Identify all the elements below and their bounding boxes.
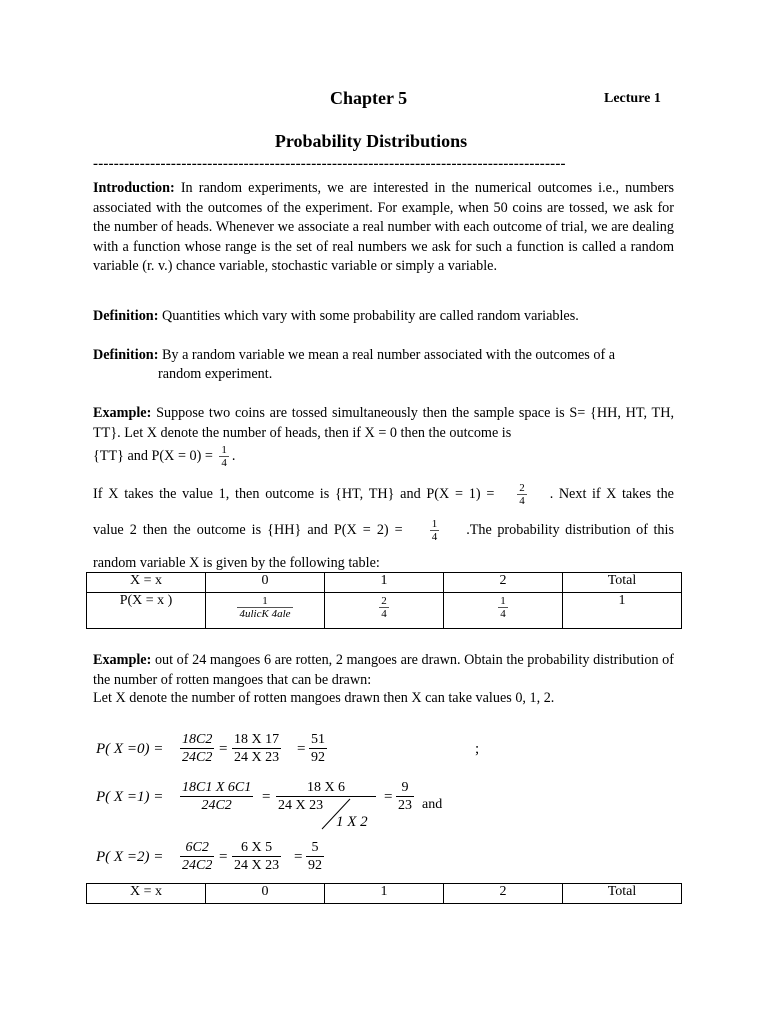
example-2-text: out of 24 mangoes 6 are rotten, 2 mangoes are drawn. Obtain the probability distribution of the number of rotten mangoes that can be drawn: (93, 652, 674, 688)
table-row (87, 573, 682, 593)
example-1-line-5 (93, 518, 674, 543)
table-header-cell: Total (563, 884, 682, 904)
example-1-line-3 (93, 444, 235, 469)
example-1-line-5-text: value 2 then the outcome is {HH} and P(X = 2) = (93, 522, 403, 538)
equation-2-combination-fraction (180, 839, 214, 874)
fraction-denominator: 4 (500, 608, 506, 620)
definition-2-continuation: random experiment. (158, 366, 273, 382)
table-header-cell: 1 (325, 884, 444, 904)
semicolon: ; (475, 741, 480, 757)
fraction-denominator: 92 (311, 750, 325, 765)
example-1-paragraph (93, 404, 674, 443)
probability-table-1 (86, 572, 682, 629)
table-header-cell: 0 (206, 573, 325, 593)
fraction-denominator: 24C2 (182, 750, 213, 765)
table-row (87, 884, 682, 904)
equation-2-product-fraction (232, 839, 281, 874)
equals-sign: = (262, 789, 271, 805)
fraction-denominator: 24 X 23 (234, 750, 280, 765)
fraction-denominator: 24 X 23 (234, 858, 280, 873)
divider: ------------------------------------------------------------------------------------------- (93, 156, 566, 172)
equals-sign: = (219, 741, 228, 757)
equation-1-combination-fraction (180, 779, 253, 814)
table-header-cell: 1 (325, 573, 444, 593)
fraction-denominator: 4 (221, 457, 227, 469)
fraction-one-quarter (219, 444, 229, 469)
definition-2-text: By a random variable we mean a real number associated with the outcomes of a (158, 347, 616, 363)
fraction-numerator: 2 (381, 595, 387, 607)
table-header-cell: Total (563, 573, 682, 593)
table-cell: 1 (563, 593, 682, 629)
equation-1-extra-factor: 1 X 2 (336, 814, 368, 830)
equation-0-combination-fraction (180, 731, 214, 766)
fraction-numerator: 6C2 (180, 839, 214, 857)
cell-fraction (379, 595, 389, 620)
example-1-line-3-end: . (231, 447, 236, 464)
example-1-line-3-text: {TT} and P(X = 0) = (93, 447, 217, 464)
table-header-cell: X = x (87, 573, 206, 593)
fraction-denominator: 4ulicK 4ale (239, 608, 291, 620)
fraction-denominator: 24 X 23 (278, 798, 324, 813)
cell-fraction (237, 595, 292, 620)
table-row-label: P(X = x ) (87, 593, 206, 629)
fraction-numerator: 9 (396, 779, 414, 797)
fraction-one-quarter-b (430, 518, 440, 543)
fraction-denominator: 24C2 (201, 798, 232, 813)
intro-paragraph (93, 179, 674, 277)
table-cell (206, 593, 325, 629)
example-2-paragraph (93, 651, 674, 690)
example-1-line-4-end: . Next if X takes the (549, 486, 674, 502)
intro-text: In random experiments, we are interested in the numerical outcomes i.e., numbers associated with the outcomes of the experiment. For example, when 50 coins are tossed, we ask for the number of heads. Whenever we associate a real number with each outcome of trial, we are dealing with a function whose range is the set of real numbers we ask for such a function is called a random variable (r. v.) chance variable, stochastic variable or simply a variable. (93, 180, 674, 274)
table-header-cell: 2 (444, 573, 563, 593)
table-row (87, 593, 682, 629)
equation-2-lhs: P( X =2) = (96, 849, 164, 865)
example-2-line-3: Let X denote the number of rotten mangoes drawn then X can take values 0, 1, 2. (93, 690, 555, 706)
equation-0-result-fraction (309, 731, 327, 766)
cell-fraction (498, 595, 508, 620)
example-1-line-4-text: If X takes the value 1, then outcome is {HT, TH} and P(X = 1) = (93, 486, 495, 502)
equation-1-result-fraction (396, 779, 414, 814)
example-2-label: Example: (93, 652, 152, 668)
equals-sign: = (219, 849, 228, 865)
table-cell (325, 593, 444, 629)
chapter-heading: Chapter 5 (330, 88, 408, 108)
fraction-numerator: 18C1 X 6C1 (182, 780, 252, 795)
page-title: Probability Distributions (274, 131, 468, 151)
definition-1-label: Definition: (93, 308, 159, 324)
fraction-numerator: 2 (519, 482, 525, 494)
fraction-numerator: 1 (237, 595, 292, 608)
fraction-numerator: 18C2 (182, 732, 213, 747)
intro-label: Introduction: (93, 180, 175, 196)
fraction-numerator: 1 (431, 518, 438, 530)
table-cell (444, 593, 563, 629)
definition-1-text: Quantities which vary with some probability are called random variables. (158, 308, 579, 324)
probability-table-2 (86, 883, 682, 904)
fraction-denominator: 23 (398, 798, 412, 813)
definition-2 (93, 346, 693, 366)
lecture-label: Lecture 1 (604, 91, 661, 106)
fraction-two-quarters (517, 482, 527, 507)
equals-sign: = (384, 789, 393, 805)
fraction-denominator: 24C2 (182, 858, 213, 873)
fraction-denominator: 4 (381, 608, 387, 620)
and-word: and (422, 797, 443, 812)
definition-2-label: Definition: (93, 347, 159, 363)
fraction-numerator: 5 (306, 839, 324, 857)
equation-2-result-fraction (306, 839, 324, 874)
fraction-numerator: 51 (311, 732, 325, 747)
equals-sign: = (294, 849, 303, 865)
example-1-label: Example: (93, 405, 152, 421)
definition-1 (93, 307, 674, 327)
equation-0-lhs: P( X =0) = (96, 741, 164, 757)
fraction-numerator: 1 (221, 444, 227, 456)
example-1-line-4 (93, 482, 674, 507)
table-header-cell: 2 (444, 884, 563, 904)
table-header-cell: X = x (87, 884, 206, 904)
equation-1-lhs: P( X =1) = (96, 789, 164, 805)
fraction-numerator: 6 X 5 (232, 839, 281, 857)
equals-sign: = (297, 741, 306, 757)
equation-0-product-fraction (232, 731, 281, 766)
fraction-denominator: 92 (308, 858, 322, 873)
fraction-denominator: 4 (519, 495, 525, 507)
table-header-cell: 0 (206, 884, 325, 904)
example-1-line-5-end: .The probability distribution of this (466, 522, 674, 538)
example-1-text: Suppose two coins are tossed simultaneously then the sample space is S= {HH, HT, TH, TT}. Let X denote the number of heads, then if X = 0 then the outcome is (93, 405, 674, 441)
fraction-denominator: 4 (431, 531, 438, 543)
fraction-numerator: 18 X 6 (276, 779, 376, 797)
fraction-numerator: 18 X 17 (234, 732, 280, 747)
example-1-line-6: random variable X is given by the following table: (93, 555, 380, 571)
fraction-numerator: 1 (500, 595, 506, 607)
